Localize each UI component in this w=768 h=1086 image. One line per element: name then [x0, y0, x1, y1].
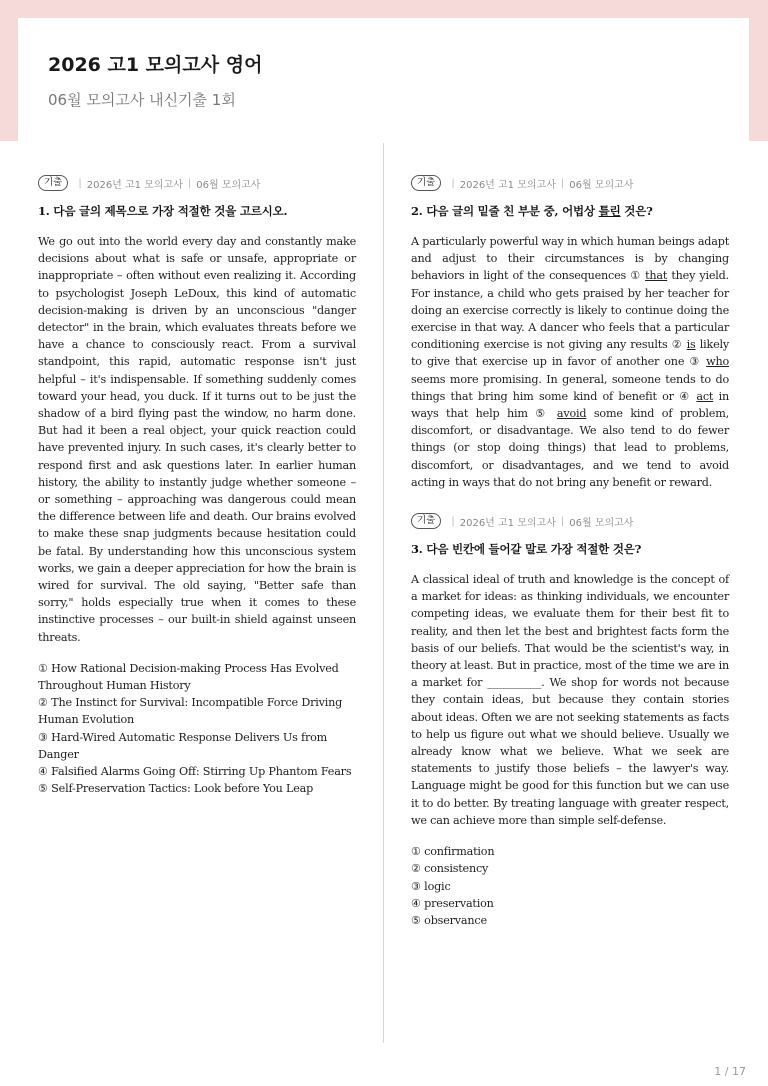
- underlined-option-5: avoid: [556, 407, 587, 421]
- page-number: 1 / 17: [714, 1065, 746, 1078]
- choice-3[interactable]: ③ logic: [411, 879, 451, 893]
- right-column: [411, 175, 729, 929]
- question-meta: 기출 | 2026년 고1 모의고사 | 06월 모의고사: [411, 513, 729, 529]
- choice-5[interactable]: ⑤ Self-Preservation Tactics: Look before You Leap: [38, 782, 314, 796]
- choice-2[interactable]: ② consistency: [411, 862, 489, 876]
- source-month: 06월 모의고사: [196, 179, 261, 191]
- column-divider: [383, 143, 384, 1043]
- source-badge: 기출: [38, 175, 68, 191]
- page-title: 2026 고1 모의고사 영어: [48, 54, 263, 76]
- passage: We go out into the world every day and constantly make decisions about what is safe or unsafe, appropriate or inappropriate – often without even realizing it. According to psychologist Joseph LeDoux, this kind of automatic decision-making is driven by an unconscious "danger detector" in the brain, which evaluates threats before we have a chance to consciously react. From a survival standpoint, this rapid, automatic response isn't just helpful – it's indispensable. If something suddenly comes toward your head, you duck. If it turns out to be just the shadow of a bird flying past the window, no harm done. But had it been a real object, your quick reaction could have prevented injury. In such cases, it's clearly better to respond first and ask questions later. In earlier human history, the ability to instantly judge whether someone – or something – approaching was dangerous could mean the difference between life and death. Our brains evolved to make these snap judgments because hesitation could be fatal. By understanding how this unconscious system works, we gain a deeper appreciation for how the brain is wired for survival. The old saying, "Better safe than sorry," holds especially true when it comes to these instinctive processes – our built-in shield against unseen threats.: [38, 235, 356, 644]
- answer-choices: [411, 843, 729, 929]
- question-text: 1. 다음 글의 제목으로 가장 적절한 것을 고르시오.: [38, 204, 288, 218]
- underlined-option-2: is: [686, 338, 696, 352]
- source-month: 06월 모의고사: [569, 517, 634, 529]
- choice-4[interactable]: ④ preservation: [411, 896, 494, 910]
- page-subtitle: 06월 모의고사 내신기출 1회: [48, 91, 236, 109]
- question-meta: 기출 | 2026년 고1 모의고사 | 06월 모의고사: [411, 175, 729, 191]
- choice-1[interactable]: ① confirmation: [411, 845, 495, 859]
- source-year: 2026년 고1 모의고사: [459, 517, 556, 529]
- source-month: 06월 모의고사: [569, 179, 634, 191]
- answer-choices: [38, 660, 356, 798]
- underlined-option-3: who: [706, 355, 729, 369]
- source-year: 2026년 고1 모의고사: [459, 179, 556, 191]
- question-meta: 기출 | 2026년 고1 모의고사 | 06월 모의고사: [38, 175, 356, 191]
- question-2: [411, 175, 729, 491]
- choice-2[interactable]: ② The Instinct for Survival: Incompatible Force Driving Human Evolution: [38, 696, 343, 727]
- source-year: 2026년 고1 모의고사: [86, 179, 183, 191]
- question-1: [38, 175, 356, 798]
- underlined-word: 틀린: [598, 204, 621, 218]
- choice-1[interactable]: ① How Rational Decision-making Process Has Evolved Throughout Human History: [38, 661, 339, 693]
- choice-5[interactable]: ⑤ observance: [411, 913, 487, 927]
- title-card: [18, 18, 749, 141]
- choice-4[interactable]: ④ Falsified Alarms Going Off: Stirring Up Phantom Fears: [38, 765, 352, 779]
- underlined-option-4: act: [696, 389, 714, 403]
- underlined-option-1: that: [645, 269, 668, 283]
- question-text: 3. 다음 빈칸에 들어갈 말로 가장 적절한 것은?: [411, 542, 642, 557]
- source-badge: 기출: [411, 175, 441, 191]
- source-badge: 기출: [411, 513, 441, 529]
- passage: A particularly powerful way in which human beings adapt and adjust to their circumstances is by changing behaviors in light of the consequences ① that they yield. For instance, a child who gets praised by her teacher for doing an exercise correctly is likely to continue doing the exercise in that way. A dancer who feels that a particular conditioning exercise is not giving any results ② is likely to give that exercise up in favor of another one ③ who seems more promising. In general, someone tends to do things that bring him some kind of benefit or ④ act in ways that help him ⑤ avoid some kind of problem, discomfort, or disadvantage. We also tend to do fewer things (or stop doing things) that lead to problems, discomfort, or disadvantages, and we tend to avoid acting in ways that do not bring any benefit or reward.: [411, 235, 729, 489]
- question-text: 2. 다음 글의 밑줄 친 부분 중, 어법상 틀린 것은?: [411, 204, 653, 218]
- question-3: [411, 513, 729, 929]
- choice-3[interactable]: ③ Hard-Wired Automatic Response Delivers Us from Danger: [38, 730, 328, 761]
- passage: A classical ideal of truth and knowledge is the concept of a market for ideas: as thinking individuals, we encounter competing ideas, we evaluate them for their best fit to reality, and then let the best and brightest facts form the basis of our beliefs. That would be the scientist's way, in theory at least. But in practice, most of the time we are in a market for __________. We shop for words not because they contain ideas, but because they contain stories about ideas. Often we are not seeking statements as facts to help us figure out what we should believe. Usually we already know what we believe. What we seek are statements to justify those beliefs – the lawyer's way. Language might be good for this function but we can use it to do better. By treating language with greater respect, we can achieve more than simple self-defense.: [411, 573, 729, 827]
